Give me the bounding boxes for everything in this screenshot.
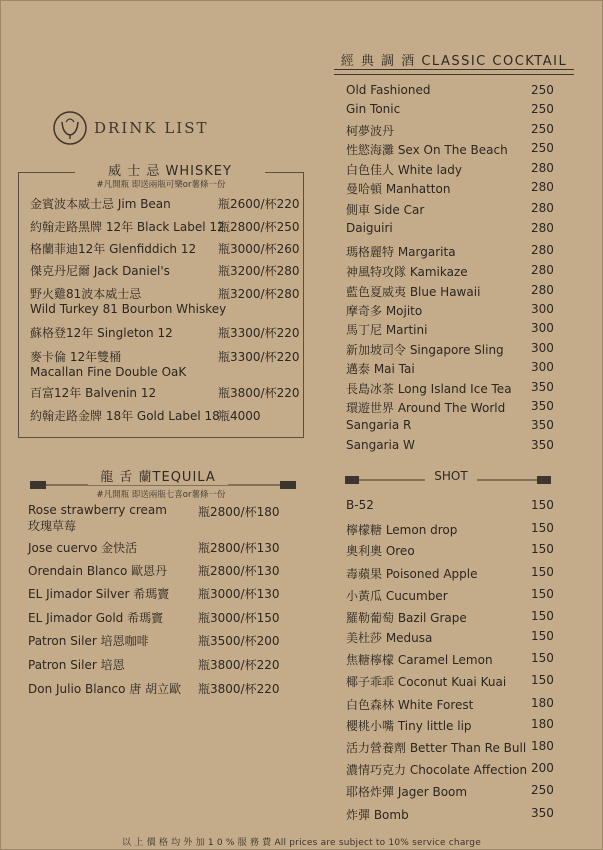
tequila-item [28,632,149,649]
shot-item [346,717,472,734]
whiskey-item-name: 蘇格登12年 Singleton 12 [30,326,173,340]
whiskey-title: 威 士 忌 WHISKEY [75,160,265,179]
tequila-item-name: Orendain Blanco 歐恩丹 [28,564,168,578]
glass-logo-icon [52,110,88,146]
tequila-item [28,503,167,534]
tequila-item [28,680,181,697]
cocktail-item [346,283,480,300]
shot-item [346,761,527,778]
cocktail-item-name: 側車 Side Car [346,203,425,217]
whiskey-item [30,407,220,424]
shot-item-price: 150 [531,587,554,601]
shot-item-price: 150 [531,565,554,579]
whiskey-item-name: 野火雞81波本威士忌 [30,287,142,301]
whiskey-item-name: 約翰走路金牌 18年 Gold Label 18 [30,409,220,423]
drink-list-logo [52,110,209,146]
cocktail-item [346,180,450,197]
cocktail-item-name: 性慾海灘 Sex On The Beach [346,143,508,157]
shot-item [346,696,473,713]
tequila-item [28,609,163,626]
cocktail-item [346,380,512,397]
shot-item [346,739,526,756]
shot-item [346,629,432,646]
shot-item-price: 180 [531,739,554,753]
whiskey-item [30,195,171,212]
shot-item-price: 250 [531,783,554,797]
shot-item-name: 奧利奧 Oreo [346,544,415,558]
shot-item [346,609,467,626]
shot-item [346,806,409,823]
cocktail-item-name: 新加坡司令 Singapore Sling [346,343,504,357]
service-charge-note: 以 上 價 格 均 外 加 1 0 % 服 務 費 All prices are subject to 10% service charge [122,838,481,848]
shot-item-price: 180 [531,717,554,731]
cocktail-item [346,302,422,319]
whiskey-item-name-line2: Wild Turkey 81 Bourbon Whiskey [30,302,227,316]
whiskey-item-name-line2: Macallan Fine Double OaK [30,365,187,379]
whiskey-note: #凡開瓶 即送兩瓶可樂or薯條一份 [96,180,226,190]
whiskey-item-name: 百富12年 Balvenin 12 [30,386,157,400]
shot-item [346,651,493,668]
cocktail-item-price: 250 [531,141,554,155]
cocktail-item-name: Old Fashioned [346,83,431,97]
cocktail-item-name: Sangaria R [346,418,412,432]
shot-item-name: 濃情巧克力 Chocolate Affection [346,763,528,777]
cocktail-item [346,102,400,116]
tequila-title: 龍 舌 蘭TEQUILA [88,466,228,485]
shot-item-price: 200 [531,761,554,775]
shot-item-price: 150 [531,673,554,687]
whiskey-item-name: 格蘭菲迪12年 Glenfiddich 12 [30,242,197,256]
cocktail-item-price: 280 [531,180,554,194]
shot-item-name: 小黃瓜 Cucumber [346,589,448,603]
tequila-note: #凡開瓶 即送兩瓶七喜or薯條一份 [96,490,226,500]
cocktail-item-name: 邁泰 Mai Tai [346,362,415,376]
cocktail-item-name: 環遊世界 Around The World [346,401,506,415]
tequila-item-price: 瓶3000/杯130 [198,587,280,601]
cocktail-item [346,438,415,452]
tequila-item-price: 瓶2800/杯130 [198,541,280,555]
cocktail-item-price: 300 [531,321,554,335]
cocktail-item-price: 300 [531,302,554,316]
whiskey-item-price: 瓶3800/杯220 [218,386,300,400]
cocktail-item [346,161,462,178]
whiskey-item-price: 瓶3200/杯280 [218,264,300,278]
logo-text: DRINK LIST [94,119,209,137]
shot-item [346,542,415,559]
shot-item-name: 炸彈 Bomb [346,808,409,822]
tequila-item-price: 瓶2800/杯130 [198,564,280,578]
tequila-item [28,585,169,602]
cocktail-item [346,263,468,280]
cocktail-item-price: 350 [531,399,554,413]
cocktail-item-name: Sangaria W [346,438,415,452]
whiskey-item [30,240,196,257]
tequila-item-price: 瓶3500/杯200 [198,634,280,648]
whiskey-item-name: 麥卡倫 12年雙桶 [30,350,122,364]
whiskey-item-price: 瓶2800/杯250 [218,220,300,234]
tequila-item-name: Jose cuervo 金快活 [28,541,138,555]
shot-item-price: 150 [531,498,554,512]
cocktail-item-price: 280 [531,283,554,297]
cocktail-item-price: 350 [531,438,554,452]
cocktail-item [346,399,505,416]
whiskey-item-name: 傑克丹尼爾 Jack Daniel's [30,264,170,278]
cocktail-item-price: 280 [531,201,554,215]
whiskey-item [30,384,156,401]
shot-item-price: 180 [531,696,554,710]
whiskey-item-name: 約翰走路黑牌 12年 Black Label 12 [30,220,225,234]
tequila-item [28,562,167,579]
cocktail-item-price: 280 [531,161,554,175]
cocktail-rule [334,69,574,75]
cocktail-item [346,221,393,235]
shot-item-name: 焦糖檸檬 Caramel Lemon [346,653,493,667]
cocktail-item-price: 250 [531,102,554,116]
cocktail-item-price: 280 [531,221,554,235]
shot-item-price: 350 [531,806,554,820]
cocktail-item-price: 280 [531,243,554,257]
whiskey-item-name: 金賓波本威士忌 Jim Bean [30,197,171,211]
cocktail-item [346,341,504,358]
shot-item [346,783,467,800]
cocktail-item [346,360,415,377]
tequila-item [28,539,137,556]
cocktail-item [346,141,508,158]
whiskey-item-price: 瓶3000/杯260 [218,242,300,256]
shot-item-price: 150 [531,542,554,556]
shot-item-name: 羅勒葡萄 Bazil Grape [346,611,467,625]
tequila-item-price: 瓶2800/杯180 [198,505,280,519]
shot-item-name: 毒蘋果 Poisoned Apple [346,567,478,581]
tequila-item-name: Patron Siler 培恩咖啡 [28,634,149,648]
shot-item-name: 美杜莎 Medusa [346,631,433,645]
cocktail-item-name: 柯夢波丹 [346,124,395,138]
cocktail-item-name: 摩奇多 Mojito [346,304,423,318]
shot-item-price: 150 [531,521,554,535]
cocktail-item-name: 曼哈頓 Manhatton [346,182,451,196]
whiskey-item-price: 瓶3300/杯220 [218,326,300,340]
cocktail-item [346,83,431,97]
shot-item [346,565,477,582]
shot-item-name: 活力營養劑 Better Than Re Bull [346,741,527,755]
shot-item-name: B-52 [346,498,374,512]
cocktail-item-name: Gin Tonic [346,102,401,116]
shot-item-price: 150 [531,609,554,623]
tequila-item-name-line2: 玫瑰草莓 [28,519,77,533]
tequila-item-name: EL Jimador Gold 希瑪竇 [28,611,164,625]
cocktail-item-name: 藍色夏威夷 Blue Hawaii [346,285,481,299]
shot-item [346,673,506,690]
cocktail-item-name: 瑪格麗特 Margarita [346,245,456,259]
cocktail-item-price: 300 [531,360,554,374]
shot-item-name: 椰子乖乖 Coconut Kuai Kuai [346,675,507,689]
cocktail-item-name: 長島冰茶 Long Island Ice Tea [346,382,512,396]
cocktail-title: 經 典 調 酒 CLASSIC COCKTAIL [340,54,568,69]
cocktail-item-price: 350 [531,418,554,432]
cocktail-item [346,418,411,432]
tequila-item-name: Patron Siler 培恩 [28,658,125,672]
shot-item [346,498,374,512]
whiskey-item [30,324,173,341]
tequila-item-price: 瓶3800/杯220 [198,658,280,672]
shot-item-price: 150 [531,651,554,665]
cocktail-item-price: 300 [531,341,554,355]
whiskey-item-price: 瓶4000 [218,409,261,423]
cocktail-item-price: 350 [531,380,554,394]
whiskey-item [30,218,225,235]
shot-item-name: 白色森林 White Forest [346,698,474,712]
shot-item [346,587,448,604]
shot-item-price: 150 [531,629,554,643]
whiskey-item [30,262,170,279]
whiskey-item-price: 瓶2600/杯220 [218,197,300,211]
whiskey-item [30,285,226,316]
cocktail-item-price: 280 [531,263,554,277]
cocktail-item [346,201,424,218]
tequila-item [28,656,125,673]
tequila-item-name: Don Julio Blanco 唐 胡立歐 [28,682,182,696]
shot-item-name: 檸檬糖 Lemon drop [346,523,458,537]
shot-title: SHOT [425,469,477,483]
shot-item-name: 櫻桃小嘴 Tiny little lip [346,719,472,733]
cocktail-item [346,243,456,260]
tequila-item-name: Rose strawberry cream [28,503,167,517]
whiskey-item-price: 瓶3200/杯280 [218,287,300,301]
cocktail-item-price: 250 [531,83,554,97]
cocktail-item-price: 250 [531,122,554,136]
tequila-item-name: EL Jimador Silver 希瑪竇 [28,587,170,601]
tequila-item-price: 瓶3800/杯220 [198,682,280,696]
cocktail-item [346,122,394,139]
cocktail-item-name: 白色佳人 White lady [346,163,462,177]
whiskey-item-price: 瓶3300/杯220 [218,350,300,364]
cocktail-item-name: 馬丁尼 Martini [346,323,428,337]
cocktail-item-name: 神風特攻隊 Kamikaze [346,265,468,279]
tequila-item-price: 瓶3000/杯150 [198,611,280,625]
cocktail-item-name: Daiguiri [346,221,393,235]
whiskey-item [30,348,186,379]
cocktail-item [346,321,427,338]
shot-item [346,521,457,538]
shot-item-name: 耶格炸彈 Jager Boom [346,785,468,799]
